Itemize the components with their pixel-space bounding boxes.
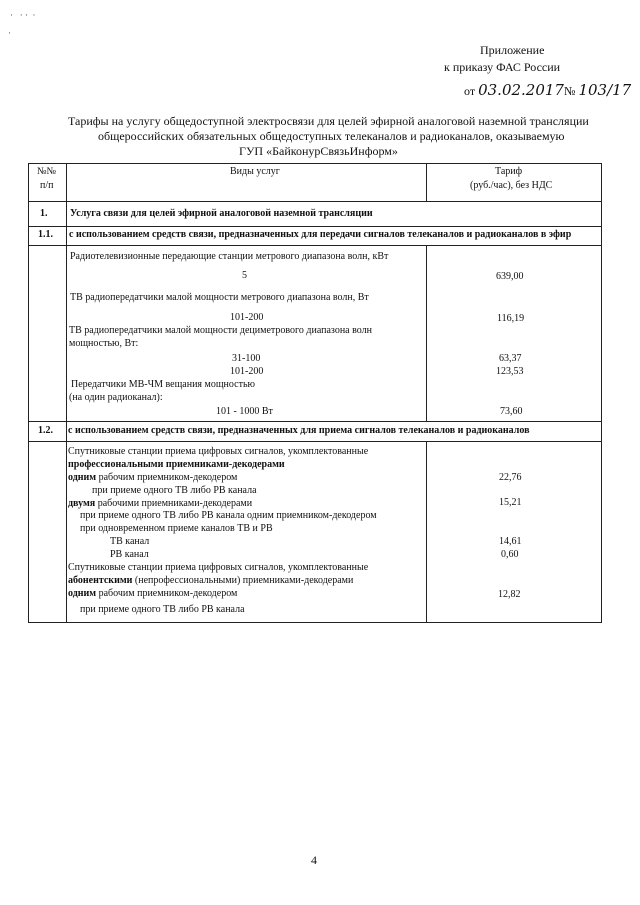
row-tv-low-power-uhf-tariff-1: 63,37	[499, 353, 522, 364]
section-1-1-number: 1.1.	[38, 229, 53, 240]
row-sat-pro-two-decoders	[68, 498, 252, 509]
row-sat-consumer-one-decoder	[68, 588, 237, 599]
section-1-label: Услуга связи для целей эфирной аналоговой наземной трансляции	[70, 208, 373, 219]
section-1-number: 1.	[40, 208, 48, 219]
row-tv-low-power-uhf-tariff-2: 123,53	[496, 366, 524, 377]
row-tv-low-power-uhf-label-1: ТВ радиопередатчики малой мощности дециметрового диапазона волн	[69, 325, 372, 336]
row-sat-pro-simultaneous: при одновременном приеме каналов ТВ и РВ	[80, 523, 273, 534]
section-1-1-label: с использованием средств связи, предназначенных для передачи сигналов телеканалов и радиоканалов в эфир	[69, 229, 572, 240]
row-sat-consumer-single-channel: при приеме одного ТВ либо РВ канала	[80, 604, 245, 615]
scan-speck: ·	[8, 28, 11, 38]
row-sat-pro-tv-channel: ТВ канал	[110, 536, 150, 547]
row-fm-transmitters-power: 101 - 1000 Вт	[216, 406, 273, 417]
row-sat-consumer-one-decoder-tariff: 12,82	[498, 589, 521, 600]
row-sat-pro-one-decoder	[68, 472, 237, 483]
appendix-title: Приложение	[480, 43, 545, 57]
number-sign: №	[563, 84, 576, 98]
row-sat-consumer-one-decoder-rest: рабочим приемником-декодером	[96, 588, 238, 599]
row-sat-pro-one-decoder-tariff: 22,76	[499, 472, 522, 483]
row-radio-tv-stations-power: 5	[242, 270, 247, 281]
row-sat-consumer-one-decoder-bold: одним	[68, 588, 97, 599]
appendix-date-line	[464, 81, 631, 99]
row-fm-transmitters-label-2: (на один радиоканал):	[69, 392, 163, 403]
handwritten-number: 103/17	[578, 81, 632, 99]
row-sat-pro-tv-channel-tariff: 14,61	[499, 536, 522, 547]
row-sat-pro-radio-channel: РВ канал	[110, 549, 149, 560]
handwritten-date: 03.02.2017	[478, 81, 564, 99]
row-tv-low-power-vhf-label: ТВ радиопередатчики малой мощности метрового диапазона волн, Вт	[70, 292, 369, 303]
row-sat-pro-two-decoders-tariff: 15,21	[499, 497, 522, 508]
row-sat-pro-single-channel: при приеме одного ТВ либо РВ канала	[92, 485, 257, 496]
row-tv-low-power-vhf-power: 101-200	[230, 312, 264, 323]
header-num-line-1: №№	[37, 166, 57, 177]
row-sat-pro-label-1: Спутниковые станции приема цифровых сигналов, укомплектованные	[68, 446, 369, 457]
row-tv-low-power-uhf-label-2: мощностью, Вт:	[69, 338, 139, 349]
date-prefix: от	[464, 84, 476, 98]
row-tv-low-power-vhf-tariff: 116,19	[497, 313, 525, 324]
page-number: 4	[311, 853, 317, 867]
row-tv-low-power-uhf-power-1: 31-100	[232, 353, 261, 364]
row-sat-consumer-label-2-bold: абонентскими	[68, 575, 133, 586]
header-services: Виды услуг	[230, 166, 280, 177]
row-sat-consumer-label-1: Спутниковые станции приема цифровых сигналов, укомплектованные	[68, 562, 369, 573]
doc-title-line-3: ГУП «БайконурСвязьИнформ»	[239, 144, 398, 158]
doc-title-line-2: общероссийских обязательных общедоступных телеканалов и радиоканалов, оказываемую	[98, 129, 565, 143]
section-1-2-number: 1.2.	[38, 425, 53, 436]
row-radio-tv-stations-tariff: 639,00	[496, 271, 524, 282]
section-1-2-label: с использованием средств связи, предназначенных для приема сигналов телеканалов и радиоканалов	[68, 425, 530, 436]
row-sat-pro-one-decoder-rest: рабочим приемником-декодером	[96, 472, 238, 483]
row-fm-transmitters-tariff: 73,60	[500, 406, 523, 417]
header-tariff-line-2: (руб./час), без НДС	[470, 180, 553, 191]
row-sat-pro-one-decoder-bold: одним	[68, 472, 97, 483]
row-sat-consumer-label-2	[68, 575, 353, 586]
row-sat-pro-radio-channel-tariff: 0,60	[501, 549, 519, 560]
row-sat-pro-two-decoders-bold: двумя	[68, 498, 96, 509]
header-tariff-line-1: Тариф	[495, 166, 523, 177]
row-tv-low-power-uhf-power-2: 101-200	[230, 366, 264, 377]
header-num-line-2: п/п	[40, 180, 54, 191]
row-fm-transmitters-label-1: Передатчики МВ-ЧМ вещания мощностью	[71, 379, 255, 390]
row-sat-pro-one-decoder-single: при приеме одного ТВ либо РВ канала одним приемником-декодером	[80, 510, 377, 521]
appendix-order-ref: к приказу ФАС России	[444, 60, 561, 74]
row-radio-tv-stations-label: Радиотелевизионные передающие станции метрового диапазона волн, кВт	[70, 251, 389, 262]
scan-specks: · · · ·	[10, 10, 36, 20]
row-sat-pro-two-decoders-rest: рабочими приемниками-декодерами	[95, 498, 253, 509]
row-sat-pro-label-2: профессиональными приемниками-декодерами	[68, 459, 285, 470]
doc-title-line-1: Тарифы на услугу общедоступной электросвязи для целей эфирной аналоговой наземной трансляции	[68, 114, 589, 128]
row-sat-consumer-label-2-rest: (непрофессиональными) приемниками-декодерами	[132, 575, 354, 586]
